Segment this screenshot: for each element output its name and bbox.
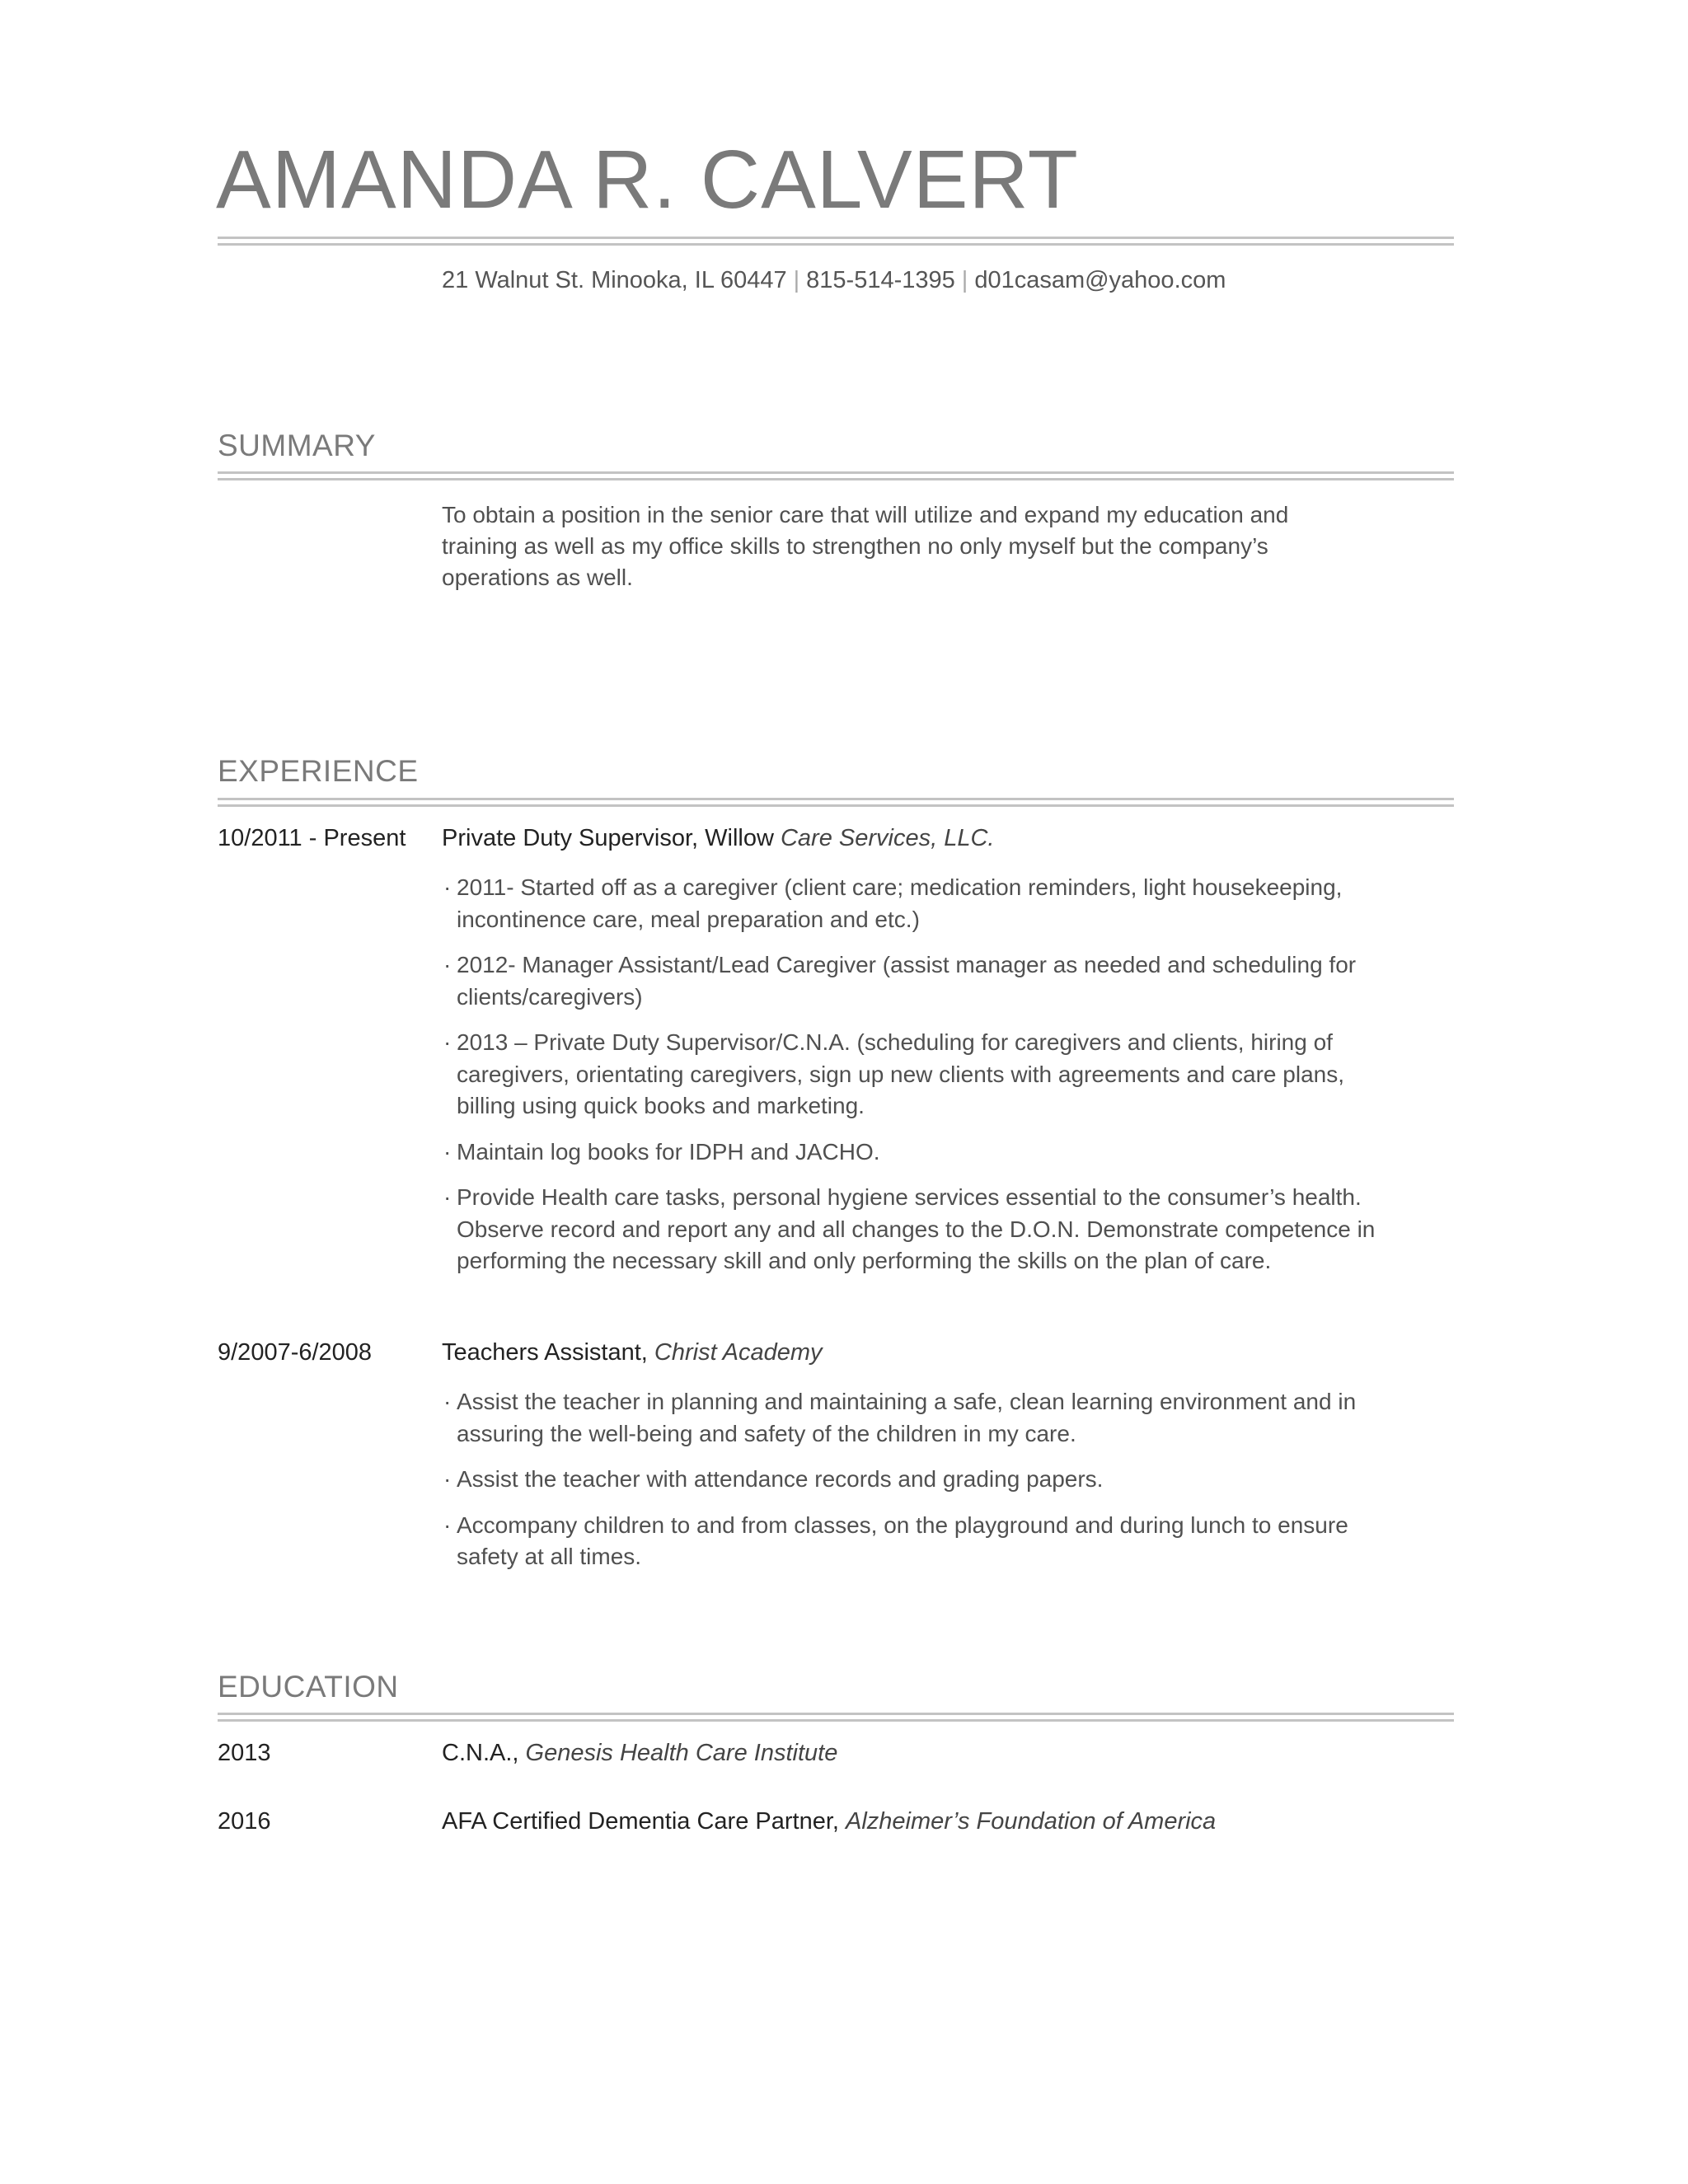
job-title: [442, 1339, 823, 1366]
job-role: Teachers Assistant,: [442, 1339, 648, 1366]
summary-line: To obtain a position in the senior care that will utilize and expand my education and: [442, 502, 1289, 527]
bullet-dot-icon: ·: [443, 952, 452, 977]
institution: Genesis Health Care Institute: [525, 1740, 838, 1766]
job-dates: 10/2011 - Present: [218, 825, 406, 851]
list-item: · 2012- Manager Assistant/Lead Caregiver (assist manager as needed and scheduling for clients/caregivers): [442, 949, 1398, 1013]
bullet-dot-icon: ·: [443, 1389, 452, 1414]
list-item: · Provide Health care tasks, personal hygiene services essential to the consumer’s health. Observe record and report any and all changes to the D.O.N. Demonstrate competence in performing the necessary skill and only performing the skills on the plan of care.: [442, 1182, 1398, 1277]
list-item: · Assist the teacher with attendance records and grading papers.: [442, 1464, 1398, 1496]
list-item: · Accompany children to and from classes, on the playground and during lunch to ensure safety at all times.: [442, 1510, 1398, 1573]
summary-line: operations as well.: [442, 565, 633, 590]
summary-text: [442, 499, 1414, 593]
education-year: 2016: [218, 1808, 271, 1835]
list-item: · Maintain log books for IDPH and JACHO.: [442, 1137, 1398, 1169]
bullet-dot-icon: ·: [443, 1511, 452, 1538]
email-link[interactable]: d01casam@yahoo.com: [974, 267, 1226, 293]
job-organization: Christ Academy: [654, 1339, 823, 1366]
address: 21 Walnut St. Minooka, IL 60447: [442, 267, 787, 293]
summary-line: training as well as my office skills to strengthen no only myself but the company’s: [442, 533, 1268, 559]
list-item: · 2013 – Private Duty Supervisor/C.N.A. (scheduling for caregivers and clients, hiring of caregivers, orientating caregivers, sign up new clients with agreements and care plans, billing using quick books and marketing.: [442, 1027, 1398, 1122]
bullet-dot-icon: ·: [443, 1184, 452, 1210]
job-dates: 9/2007-6/2008: [218, 1339, 373, 1366]
bullet-dot-icon: ·: [443, 1466, 452, 1492]
credential: C.N.A.,: [442, 1740, 519, 1766]
bullet-dot-icon: ·: [443, 874, 452, 900]
list-item: · 2011- Started off as a caregiver (client care; medication reminders, light housekeeping, incontinence care, meal preparation and etc.): [442, 872, 1398, 935]
education-entry: [442, 1740, 837, 1767]
job-duties-list: [442, 1386, 1398, 1587]
list-item: · Assist the teacher in planning and maintaining a safe, clean learning environment and in assuring the well-being and safety of the children in my care.: [442, 1386, 1398, 1450]
contact-separator: |: [793, 267, 800, 293]
bullet-dot-icon: ·: [443, 1029, 452, 1055]
experience-rule: [218, 798, 1454, 807]
credential: AFA Certified Dementia Care Partner,: [442, 1808, 839, 1835]
job-duties-list: [442, 872, 1398, 1291]
institution: Alzheimer’s Foundation of America: [846, 1808, 1217, 1835]
job-title: [442, 825, 994, 852]
education-heading: EDUCATION: [218, 1670, 399, 1704]
education-rule: [218, 1713, 1454, 1722]
bullet-dot-icon: ·: [443, 1138, 452, 1165]
summary-heading: SUMMARY: [218, 429, 376, 462]
contact-line: [442, 267, 1226, 294]
phone: 815-514-1395: [806, 267, 955, 293]
summary-rule: [218, 471, 1454, 480]
experience-heading: EXPERIENCE: [218, 754, 419, 788]
applicant-name: AMANDA R. CALVERT: [216, 134, 1079, 226]
contact-separator: |: [961, 267, 968, 293]
job-organization: Care Services, LLC.: [780, 825, 995, 851]
education-year: 2013: [218, 1740, 271, 1766]
job-role: Private Duty Supervisor, Willow: [442, 825, 774, 851]
header-rule: [218, 237, 1454, 246]
education-entry: [442, 1808, 1216, 1835]
